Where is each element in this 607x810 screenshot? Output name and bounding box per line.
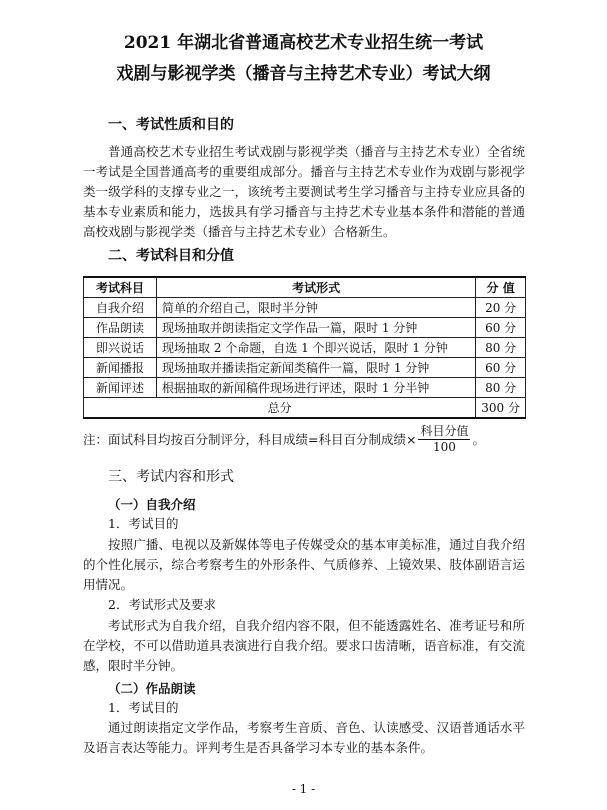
part1-item2-text: 考试形式为自我介绍，自我介绍内容不限，但不能透露姓名、准考证号和所在学校，不可以借助道具表演进行自我介绍。要求口齿清晰，语音标准，有交流感，限时半分钟。 — [83, 618, 525, 673]
fraction-denominator: 100 — [433, 440, 456, 454]
note-text: 注：面试科目均按百分制评分，科目成绩=科目百分制成绩× — [83, 431, 417, 447]
note-suffix: 。 — [472, 431, 485, 447]
table-row — [84, 318, 526, 338]
part1-title: （一）自我介绍 — [108, 497, 196, 512]
table-cell-subject: 作品朗读 — [84, 318, 157, 338]
part2-title: （二）作品朗读 — [108, 681, 196, 696]
fraction-numerator: 科目分值 — [420, 424, 469, 438]
table-cell-format: 简单的介绍自己，限时半分钟 — [157, 298, 476, 318]
table-row — [84, 298, 526, 318]
table-cell-score: 20 分 — [476, 298, 526, 318]
scoring-note — [83, 424, 485, 455]
table-cell-format: 现场抽取并播读指定新闻类稿件一篇，限时 1 分钟 — [157, 358, 476, 378]
table-header-cell: 考试形式 — [157, 277, 476, 298]
section3-heading: 三、考试内容和形式 — [108, 469, 234, 485]
part2-item1-label: 1．考试目的 — [108, 700, 179, 715]
part1-item1-label: 1．考试目的 — [108, 516, 179, 531]
section2-heading: 二、考试科目和分值 — [108, 248, 234, 264]
table-cell-score: 80 分 — [476, 378, 526, 398]
table-header-cell: 分 值 — [476, 277, 526, 298]
score-fraction — [418, 424, 470, 455]
part1-item1-text: 按照广播、电视以及新媒体等电子传媒受众的基本审美标准，通过自我介绍的个性化展示，综合考察考生的外形条件、气质修养、上镜效果、肢体副语言运用情况。 — [83, 537, 525, 592]
table-total-label: 总分 — [84, 398, 476, 419]
document-title-line1: 2021 年湖北省普通高校艺术专业招生统一考试 — [123, 33, 484, 53]
table-cell-score: 60 分 — [476, 358, 526, 378]
table-header-row — [84, 277, 526, 298]
section1-heading: 一、考试性质和目的 — [108, 117, 234, 133]
table-header-cell: 考试科目 — [84, 277, 157, 298]
table-row — [84, 338, 526, 358]
part2-item1-text: 通过朗读指定文学作品，考察考生音质、音色、认读感受、汉语普通话水平及语言表达等能力。评判考生是否具备学习本专业的基本条件。 — [83, 720, 525, 755]
table-row — [84, 378, 526, 398]
table-cell-format: 根据抽取的新闻稿件现场进行评述，限时 1 分半钟 — [157, 378, 476, 398]
document-title-line2: 戏剧与影视学类（播音与主持艺术专业）考试大纲 — [116, 64, 491, 84]
table-total-value: 300 分 — [476, 398, 526, 419]
table-cell-format: 现场抽取 2 个命题，自选 1 个即兴说话，限时 1 分钟 — [157, 338, 476, 358]
section1-paragraph: 普通高校艺术专业招生考试戏剧与影视学类（播音与主持艺术专业）全省统一考试是全国普通高考的重要组成部分。播音与主持艺术专业作为戏剧与影视学类一级学科的支撑专业之一，该统考主要测试考生学习播音与主持专业应具备的基本专业素质和能力，选拔具有学习播音与主持艺术专业基本条件和潜能的普通高校戏剧与影视学类（播音与主持艺术专业）合格新生。 — [83, 144, 525, 239]
exam-subjects-table — [83, 276, 526, 419]
table-cell-subject: 新闻评述 — [84, 378, 157, 398]
table-cell-subject: 自我介绍 — [84, 298, 157, 318]
table-cell-score: 60 分 — [476, 318, 526, 338]
table-cell-subject: 即兴说话 — [84, 338, 157, 358]
table-cell-format: 现场抽取并朗读指定文学作品一篇，限时 1 分钟 — [157, 318, 476, 338]
table-cell-score: 80 分 — [476, 338, 526, 358]
page-number: - 1 - — [291, 782, 316, 796]
part1-item2-label: 2．考试形式及要求 — [108, 597, 216, 612]
table-row — [84, 358, 526, 378]
table-total-row — [84, 398, 526, 419]
table-cell-subject: 新闻播报 — [84, 358, 157, 378]
